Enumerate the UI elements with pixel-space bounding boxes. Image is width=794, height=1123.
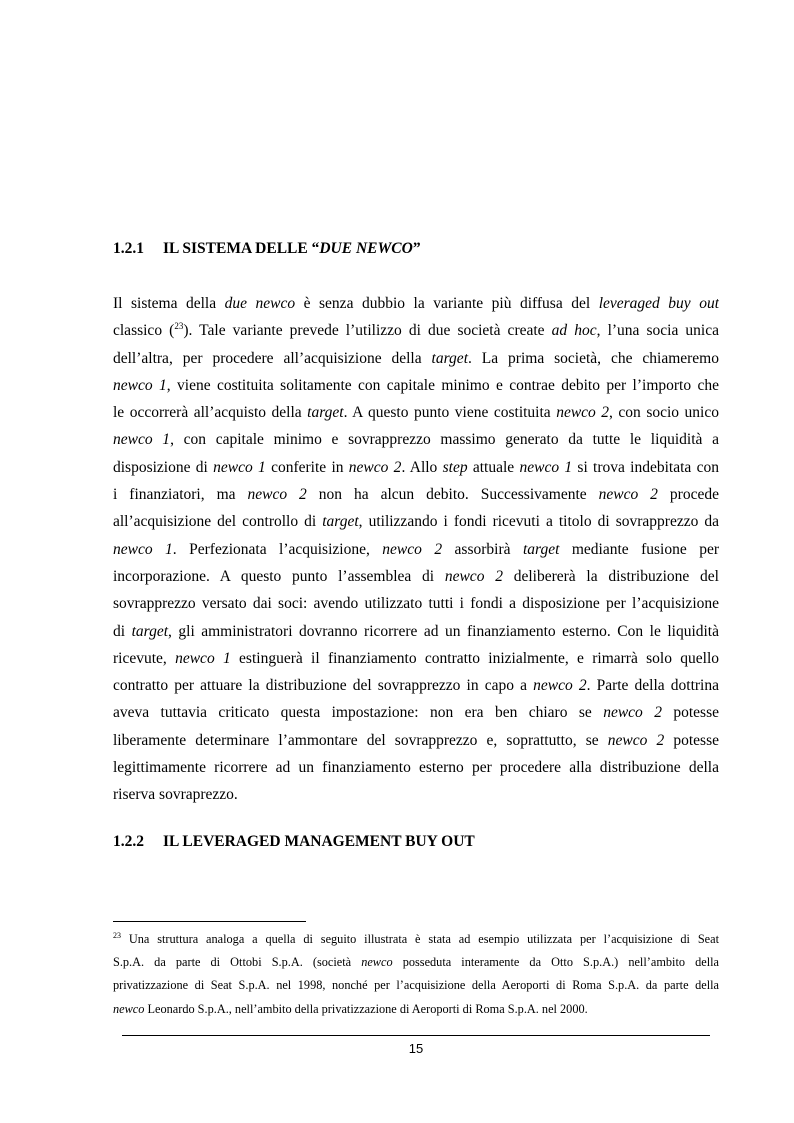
text-line	[113, 781, 719, 808]
italic-text: newco 1	[113, 431, 171, 449]
text-run: ricevute,	[113, 649, 176, 667]
text-run: disposizione di	[113, 458, 214, 476]
text-run: le occorrerà all’acquisto della	[113, 404, 308, 422]
text-line	[113, 563, 719, 590]
italic-text: newco	[361, 955, 393, 970]
section-title-post: ”	[412, 240, 421, 257]
text-run: potesse	[664, 731, 719, 749]
text-run: potesse	[661, 704, 719, 722]
text-run: i finanziatori, ma	[113, 486, 248, 504]
italic-text: due newco	[224, 295, 296, 312]
text-line	[113, 754, 719, 781]
italic-text: ad hoc	[551, 322, 597, 340]
italic-text: newco 1	[113, 376, 167, 394]
italic-text: newco 2	[556, 404, 610, 422]
section-title-pre: IL SISTEMA DELLE “	[163, 240, 320, 257]
footnote-line	[113, 928, 719, 951]
text-run: . A questo punto viene costituita	[343, 404, 557, 422]
footnote-line	[113, 998, 719, 1021]
text-run: legittimamente ricorrere ad un finanziamento esterno per procedere alla distribuzione della	[113, 759, 719, 777]
text-run: liberamente determinare l’ammontare del sovrapprezzo e, soprattutto, se	[113, 731, 608, 749]
text-line	[113, 399, 719, 426]
text-run: Leonardo S.p.A., nell’ambito della privatizzazione di Aeroporti di Roma S.p.A. nel 2000.	[144, 1001, 588, 1016]
text-run: è senza dubbio la variante più diffusa del	[295, 295, 599, 312]
text-run: Una struttura analoga a quella di seguito illustrata è stata ad esempio utilizzata per l’acquisizione di Seat	[121, 932, 719, 946]
text-line	[113, 372, 719, 399]
footer-rule	[122, 1035, 710, 1036]
text-line	[113, 536, 719, 563]
text-run: si trova indebitata con	[572, 458, 719, 476]
section-heading-1-2-2	[113, 833, 733, 851]
text-run: mediante fusione per	[559, 540, 719, 558]
text-run: privatizzazione di Seat S.p.A. nel 1998, nonché per l’acquisizione della Aeroporti di Roma S.p.A. da parte della	[113, 978, 719, 993]
text-run: dell’altra, per procedere all’acquisizione della	[113, 349, 432, 367]
text-run: classico (	[113, 322, 175, 340]
footnote-ref: 23	[113, 931, 121, 940]
italic-text: newco 1	[213, 458, 266, 476]
footnote-line	[113, 974, 719, 997]
text-run: delibererà la distribuzione del	[502, 567, 719, 585]
italic-text: newco 2	[603, 704, 662, 722]
footnote-ref: 23	[174, 321, 184, 332]
section-title: IL LEVERAGED MANAGEMENT BUY OUT	[163, 833, 475, 850]
italic-text: target	[131, 622, 169, 640]
text-run: , utilizzando i fondi ricevuti a titolo di sovrapprezzo da	[358, 513, 719, 531]
text-line	[113, 345, 719, 372]
text-line	[113, 645, 719, 672]
body-paragraph	[113, 290, 719, 809]
italic-text: newco 2	[598, 486, 658, 504]
footnote	[113, 928, 719, 1021]
text-run: di	[113, 622, 132, 640]
italic-text: newco	[113, 1001, 145, 1016]
text-run: . Allo	[401, 458, 443, 476]
italic-text: newco 1	[175, 649, 231, 667]
text-run: , l’una socia unica	[596, 322, 719, 340]
footnote-separator	[113, 921, 306, 922]
italic-text: newco 2	[382, 540, 443, 558]
text-line	[113, 727, 719, 754]
text-run: aveva tuttavia criticato questa impostazione: non era ben chiaro se	[113, 704, 604, 722]
italic-text: newco 2	[247, 486, 307, 504]
text-line	[113, 618, 719, 645]
text-run: estinguerà il finanziamento contratto inizialmente, e rimarrà solo quello	[230, 649, 719, 667]
italic-text: newco 2	[533, 677, 587, 695]
italic-text: newco 2	[607, 731, 665, 749]
italic-text: newco 1	[519, 458, 573, 476]
text-line	[113, 590, 719, 617]
text-run: all’acquisizione del controllo di	[113, 513, 323, 531]
italic-text: step	[442, 458, 468, 476]
text-line	[113, 454, 719, 481]
text-run: riserva sovraprezzo.	[113, 786, 238, 804]
text-line	[113, 290, 719, 317]
text-run: non ha alcun debito. Successivamente	[306, 486, 599, 504]
italic-text: target	[322, 513, 359, 531]
text-line	[113, 672, 719, 699]
text-run: sovrapprezzo versato dai soci: avendo utilizzato tutti i fondi a disposizione per l’acquisizione	[113, 595, 719, 613]
text-run: attuale	[467, 458, 520, 476]
text-line	[113, 508, 719, 535]
text-run: incorporazione. A questo punto l’assemblea di	[113, 567, 445, 585]
text-line	[113, 426, 719, 453]
italic-text: leveraged buy out	[598, 295, 719, 312]
text-line	[113, 481, 719, 508]
italic-text: target	[522, 540, 560, 558]
italic-text: target	[307, 404, 344, 422]
text-run: contratto per attuare la distribuzione del sovrapprezzo in capo a	[113, 677, 534, 695]
text-line	[113, 317, 719, 344]
text-line	[113, 699, 719, 726]
text-run: , con socio unico	[609, 404, 719, 422]
text-run: posseduta interamente da Otto S.p.A.) nell’ambito della	[392, 955, 719, 970]
text-run: . Parte della dottrina	[586, 677, 719, 695]
italic-text: newco 2	[444, 567, 503, 585]
text-run: procede	[657, 486, 719, 504]
page-number: 15	[408, 1041, 424, 1056]
text-run: S.p.A. da parte di Ottobi S.p.A. (società	[113, 955, 362, 970]
section-title-italic: DUE NEWCO	[319, 240, 413, 257]
text-run: conferite in	[265, 458, 349, 476]
text-run: , gli amministratori dovranno ricorrere ad un finanziamento esterno. Con le liquidità	[168, 622, 719, 640]
text-run: . La prima società, che chiameremo	[468, 349, 719, 367]
section-heading-1-2-1	[113, 240, 733, 258]
italic-text: target	[431, 349, 468, 367]
text-run: , con capitale minimo e sovrapprezzo massimo generato da tutte le liquidità a	[170, 431, 719, 449]
text-run: ). Tale variante prevede l’utilizzo di due società create	[183, 322, 552, 340]
italic-text: newco 2	[348, 458, 402, 476]
italic-text: newco 1	[113, 540, 173, 558]
text-run: Il sistema della	[113, 295, 225, 312]
section-number: 1.2.2	[113, 833, 144, 850]
text-run: assorbirà	[442, 540, 523, 558]
footnote-line	[113, 951, 719, 974]
text-run: , viene costituita solitamente con capitale minimo e contrae debito per l’importo che	[166, 376, 719, 394]
text-run: . Perfezionata l’acquisizione,	[172, 540, 383, 558]
section-number: 1.2.1	[113, 240, 144, 257]
